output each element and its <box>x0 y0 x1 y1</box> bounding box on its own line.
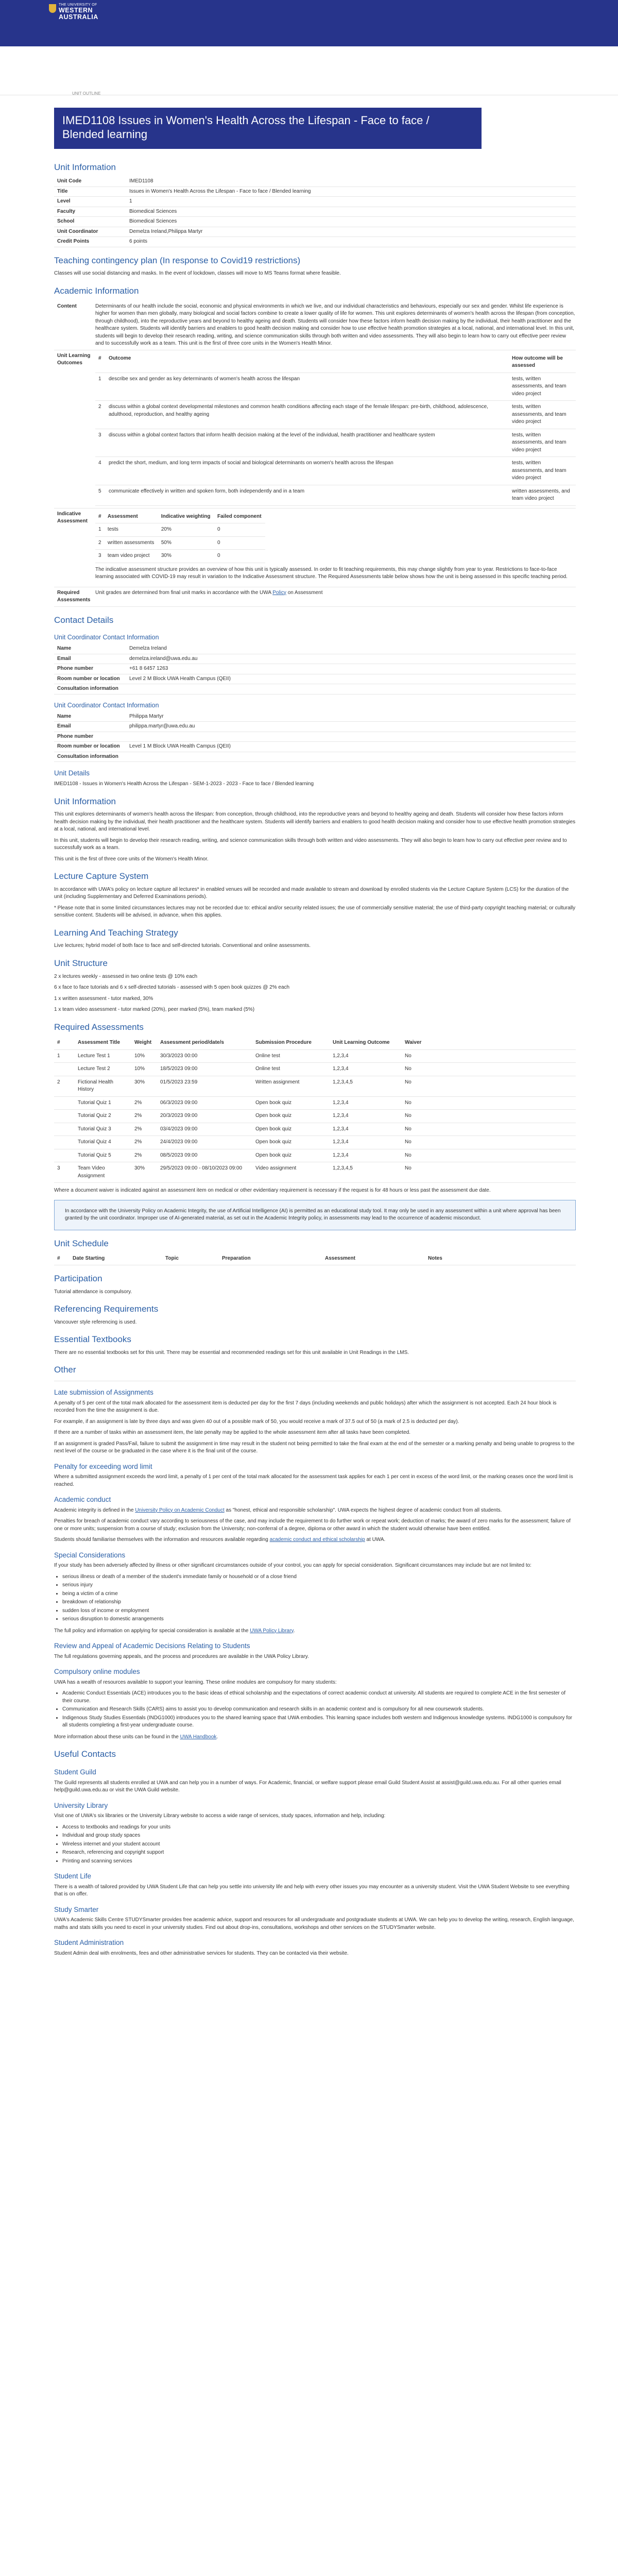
contingency-text: Classes will use social distancing and masks. In the event of lockdown, classes will move to MS Teams format where feasible. <box>54 270 341 277</box>
assessment-waiver: No <box>402 1096 576 1110</box>
contact-label: Email <box>54 654 126 664</box>
indicative-name: team video project <box>105 550 158 563</box>
unit-structure-item: 1 x written assessment - tutor marked, 30% <box>54 995 153 1002</box>
assessment-waiver: No <box>402 1063 576 1076</box>
modules-list <box>62 1690 576 1730</box>
unit-title-banner <box>54 108 482 149</box>
logo-name-text: WESTERN AUSTRALIA <box>59 7 98 21</box>
table-row <box>54 1136 576 1149</box>
unit-details-heading: Unit Details <box>54 769 90 777</box>
policy-link[interactable]: Policy <box>272 589 286 596</box>
table-row <box>54 1149 576 1162</box>
assessment-waiver: No <box>402 1136 576 1149</box>
list-item: • Printing and scanning services <box>62 1858 576 1866</box>
study-smarter-text: UWA's Academic Skills Centre STUDYSmarter provides free academic advice, support and resources for all undergraduate and postgraduate students at UWA. We can help you to develop the writing, research, English language, maths and stats skills you need to excel in your university studies. Find out about drop-ins, consultations, workshops and other services on the STUDYSmarter website. <box>54 1917 574 1930</box>
info-value: 1 <box>126 197 576 207</box>
uc-contact-heading-1: Unit Coordinator Contact Information <box>54 634 159 641</box>
unit-details-text: IMED1108 - Issues in Women's Health Across the Lifespan - SEM-1-2023 - 2023 - Face to face / Blended learning <box>54 781 314 787</box>
assessment-proc: Online test <box>252 1049 330 1063</box>
library-intro: Visit one of UWA's six libraries or the University Library website to access a wide range of services, study spaces, information and help, including: <box>54 1813 386 1819</box>
assessment-weight: 2% <box>131 1149 157 1162</box>
crest-icon <box>49 4 56 13</box>
info-label: Faculty <box>54 207 126 217</box>
assessment-weight: 2% <box>131 1110 157 1123</box>
table-row <box>54 1063 576 1076</box>
academic-conduct-policy-link[interactable]: University Policy on Academic Conduct <box>135 1507 225 1513</box>
info-row <box>54 187 576 197</box>
info-value: Demelza Ireland,Philippa Martyr <box>126 227 576 237</box>
late-paragraph: For example, if an assignment is late by three days and was given 40 out of a possible mark of 50, you would receive a mark of 37.5 out of 50 (a mark of 2.5 is deducted per day). <box>54 1418 459 1425</box>
required-assessments-row: Required Assessments Unit grades are determined from final unit marks in accordance with the UWA Policy on Assessment <box>54 587 576 607</box>
outcome-row <box>95 372 576 401</box>
contact-row <box>54 664 576 674</box>
contact-value: Demelza Ireland <box>126 644 576 654</box>
outcome-text: predict the short, medium, and long term impacts of social and biological determinants on women's health across the lifespan <box>106 457 509 485</box>
outcome-num: 5 <box>95 485 106 505</box>
indicative-num: 3 <box>95 550 105 563</box>
outcome-num: 2 <box>95 401 106 429</box>
col-outcome: Outcome <box>106 352 509 373</box>
appeals-text: The full regulations governing appeals, and the process and procedures are available in the UWA Policy Library. <box>54 1653 309 1659</box>
list-item: • Access to textbooks and readings for your units <box>62 1824 576 1832</box>
outcome-assessed: tests, written assessments, and team video project <box>509 457 576 485</box>
unit-info-paragraph: This unit is the first of three core units of the Women's Health Minor. <box>54 856 209 862</box>
conduct-penalties: Penalties for breach of academic conduct vary according to seriousness of the case, and may include the requirement to do further work or repeat work; deduction of marks; the award of zero marks for the assessment; failure of one or more units; suspension from a course of study; exclusion from the University; non-conferral of a degree, diploma or other award in which the student would otherwise have been entitled. <box>54 1518 571 1532</box>
indicative-note: The indicative assessment structure provides an overview of how this unit is typically assessed. In order to fit teaching requirements, this may change slightly from year to year. Restrictions to face-to-face learning associated with COVID-19 may result in variation to the Indicative Assessment structure. The Required Assessments table below shows how the unit is being assessed in this specific teaching period. <box>95 566 568 580</box>
content-row <box>54 301 576 350</box>
list-item: • Research, referencing and copyright support <box>62 1849 576 1857</box>
info-label: Unit Coordinator <box>54 227 126 237</box>
unit-information-2-heading: Unit Information <box>54 796 116 806</box>
unit-structure-heading: Unit Structure <box>54 958 108 968</box>
contact-value <box>126 684 576 694</box>
assessment-title: Fictional Health History <box>75 1076 131 1096</box>
contact-row <box>54 732 576 742</box>
contact-row <box>54 752 576 762</box>
contact-label: Name <box>54 712 126 722</box>
required-assessments-heading: Required Assessments <box>54 1022 144 1032</box>
content-label: Content <box>57 303 77 309</box>
special-list <box>62 1573 576 1623</box>
textbooks-heading: Essential Textbooks <box>54 1334 131 1345</box>
assessment-proc: Open book quiz <box>252 1136 330 1149</box>
participation-text: Tutorial attendance is compulsory. <box>54 1289 132 1295</box>
assessment-date: 30/3/2023 00:00 <box>157 1049 252 1063</box>
assessment-ulo: 1,2,3,4 <box>330 1136 402 1149</box>
learning-outcomes-label: Unit Learning Outcomes <box>57 352 91 366</box>
info-label: Title <box>54 187 126 197</box>
contact-label: Email <box>54 722 126 732</box>
contact-row <box>54 674 576 684</box>
student-life-heading: Student Life <box>54 1872 92 1880</box>
list-item: • sudden loss of income or employment <box>62 1607 576 1615</box>
late-submission-heading: Late submission of Assignments <box>54 1388 153 1396</box>
contact-details-heading: Contact Details <box>54 615 114 625</box>
top-header-bar <box>0 0 618 46</box>
assessment-weight: 2% <box>131 1136 157 1149</box>
list-item: • serious disruption to domestic arrangements <box>62 1616 576 1623</box>
outcome-row <box>95 429 576 457</box>
contact-label: Consultation information <box>54 752 126 762</box>
contact-value: demelza.ireland@uwa.edu.au <box>126 654 576 664</box>
indicative-failed: 0 <box>214 523 265 537</box>
info-row <box>54 207 576 217</box>
library-list <box>62 1824 576 1866</box>
assessment-proc: Open book quiz <box>252 1123 330 1136</box>
outcome-num: 3 <box>95 429 106 457</box>
assessment-title: Tutorial Quiz 3 <box>75 1123 131 1136</box>
late-paragraph: A penalty of 5 per cent of the total mark allocated for the assessment item is deducted per day for the first 7 days (including weekends and public holidays) after which the assignment is not accepted. Each 24 hour block is recorded from the time the assignment is due. <box>54 1400 557 1413</box>
modules-intro: UWA has a wealth of resources available to support your learning. These online modules are compulsory for many students: <box>54 1679 337 1685</box>
col-weighting: Indicative weighting <box>158 511 214 523</box>
main-content: Unit Information Unit Code IMED1108 Title Issues in Women's Health Across the Lifespan - Face to face / Blended learning Level 1 Faculty Biomedical Sciences School Biomedical Sciences Unit Coordinator Demelza Ireland,Philippa Martyr Credit Points 6 points Teaching contingency plan (In response to Covid19 restrictions) Classes will use social distancing and masks. In the event of lockdown, classes will move to MS Teams format where feasible. Academic Information Content Determinants of our health include the social, economic and physical environments in which we live, and our individual characteristics and behaviours, especially our sex and gender. Whilst life experience is higher for women than men globally, many biological and social factors combine to create a lower quality of life for women. This unit explores determinants of women's health across the lifespan (from conception, through childhood), into the reproductive years and beyond to healthy ageing and death. Students will consider how these factors inform health decision making by the individual, their health practitioner and the healthcare system. Students will identify barriers and enablers to good health decision making and consider how to use effective health promotion strategies at a local, national, and international level. In this unit, students will begin to develop their research reading, writing, and science communication skills through both written and video assessments. They will also begin to learn how to carry out effective peer review and to successfully work as a team. This unit is the first of three core units in the Women's Health Minor. Unit Learning Outcomes # Outcome How outcome will be assessed 1 describe sex and gender as key determinants of women's health across the lifespan tests, written assessments, and team video project 2 discuss within a global context developmental milestones and common health conditions affecting each stage of the female lifespan: pre-birth, childhood, adolescence, adulthood, reproduction, and healthy ageing tests, written assessments, and team video project 3 discuss within a global context factors that inform health decision making at the level of the individual, health practitioner and healthcare system tests, written assessments, and team video project 4 predict the short, medium, and long term impacts of social and biological determinants on women's health across the lifespan tests, written assessments, and team video project 5 communicate effectively in written and spoken form, both independently and in a team written assessments, and team video project Indicative Assessment # Assessment Indicative weighting Failed component 1 tests 20% 0 2 written assessments 50% 0 3 team video project 30% 0 The indicative assessment structure provides an overview of how this unit is typically assessed. In order to fit teaching requirements, this may change slightly from year to year. Restrictions to face-to-face learning associated with COVID-19 may result in variation to the Indicative Assessment structure. The Required Assessments table below shows how the unit is being assessed in this specific teaching period. Required Assessments Unit grades are determined from final unit marks in accordance with the UWA Policy on Assessment Contact Details Unit Coordinator Contact Information Name Demelza Ireland Email demelza.ireland@uwa.edu.au Phone number +61 8 6457 1263 Room number or location Level 2 M Block UWA Health Campus (QEII) Consultation information Unit Coordinator Contact Information Name Philippa Martyr Email philippa.martyr@uwa.edu.au Phone number Room number or location Level 1 M Block UWA Health Campus (QEII) Consultation information Unit Details IMED1108 - Issues in Women's Health Across the Lifespan - SEM-1-2023 - 2023 - Face to face / Blended learning Unit Information This unit explores determinants of women's health across the lifespan: from conception, through childhood, into the reproductive years and beyond to healthy ageing and death. Students will consider how these factors inform health decision making by the individual, their health practitioner and the healthcare system. Students will identify barriers and enablers to good health decision making and consider how to use effective health promotion strategies at a local, national, and international level. In this unit, students will begin to develop their research reading, writing, and science communication skills through both written and video assessments. They will also begin to learn how to carry out effective peer review and to successfully work as a team. This unit is the first of three core units of the Women's Health Minor. Lecture Capture System In accordance with UWA's policy on lecture capture all lectures* in enabled venues will be recorded and made available to stream and download by enrolled students via the Lecture Capture System (LCS) for the duration of the unit (including Supplementary and Deferred Examinations periods). * Please note that in some limited circumstances lectures may not be recorded due to: ethical and/or security related issues; the use of commercially sensitive material; the use of third-party copyright teaching material; or culturally sensitive content. Students will be advised, in advance, when this applies. Learning And Teaching Strategy Live lectures; hybrid model of both face to face and self-directed tutorials. Conventional and online assessments. Unit Structure 2 x lectures weekly - assessed in two online tests @ 10% each 6 x face to face tutorials and 6 x self-directed tutorials - assessed with 5 open book quizzes @ 2% each 1 x written assessment - tutor marked, 30% 1 x team video assessment - tutor marked (20%), peer marked (5%), team marked (5%) Required Assessments # Assessment Title Weight Assessment period/date/s Submission Procedure Unit Learning Outcome Waiver 1 Lecture Test 1 10% 30/3/2023 00:00 Online test 1,2,3,4 No Lecture Test 2 10% 18/5/2023 09:00 Online test 1,2,3,4 No 2 Fictional Health History 30% 01/5/2023 23:59 Written assignment 1,2,3,4,5 No Tutorial Quiz 1 2% 06/3/2023 09:00 Open book quiz 1,2,3,4 No Tutorial Quiz 2 2% 20/3/2023 09:00 Open book quiz 1,2,3,4 No Tutorial Quiz 3 2% 03/4/2023 09:00 Open book quiz 1,2,3,4 No Tutorial Quiz 4 2% 24/4/2023 09:00 Open book quiz 1,2,3,4 No Tutorial Quiz 5 2% 08/5/2023 09:00 Open book quiz 1,2,3,4 No 3 Team Video Assignment 30% 29/5/2023 09:00 - 08/10/2023 09:00 Video assignment 1,2,3,4,5 No Where a document waiver is indicated against an assessment item on medical or other evidentiary requirement is necessary if the request is for 48 hours or less past the assessment due date. In accordance with the University Policy on Academic Integrity, the use of Artificial Intelligence (AI) is permitted as an educational study tool. It may only be used in any assessment within a unit where approval has been granted by the unit coordinator. Improper use of AI-generated material, as set out in the Academic Integrity policy, in assessments may lead to the occurrence of academic misconduct. Unit Schedule # Date Starting Topic Preparation Assessment Notes Participation Tutorial attendance is compulsory. Referencing Requirements Vancouver style referencing is used. Essential Textbooks There are no essential textbooks set for this unit. There may be essential and recommended readings set for this unit available in Unit Readings in the LMS. Other Late submission of Assignments A penalty of 5 per cent of the total mark allocated for the assessment item is deducted per day for the first 7 days (including weekends and public holidays) after which the assignment is not accepted. Each 24 hour block is recorded from the time the assignment is due. For example, if an assignment is late by three days and was given 40 out of a possible mark of 50, you would receive a mark of 37.5 out of 50 (a mark of 2.5 is deducted per day). If there are a number of tasks within an assessment item, the late penalty may be applied to the whole assessment item after all tasks have been completed. If an assignment is graded Pass/Fail, failure to submit the assignment in time may result in the student not being permitted to take the final exam at the end of the semester or a marking penalty and being unable to progress to the next level of the course or be graduated in the case where it is the final unit of the course. Penalty for exceeding word limit Where a submitted assignment exceeds the word limit, a penalty of 1 per cent of the total mark allocated for the assessment task applies for each 1 per cent in excess of the word limit, or the marking ceases once the word limit is reached. Academic conduct Academic integrity is defined in the University Policy on Academic Conduct as "honest, ethical and responsible scholarship". UWA expects the highest degree of academic conduct from all students. Penalties for breach of academic conduct vary according to seriousness of the case, and may include the requirement to do further work or repeat work; deduction of marks; the award of zero marks for the assessment; failure of one or more units; suspension from a course of study; exclusion from the University; non-conferral of a degree, diploma or other award in which the student would otherwise have been entitled. Students should familiarise themselves with the information and resources available regarding academic conduct and ethical scholarship at UWA. Special Considerations If your study has been adversely affected by illness or other significant circumstances outside of your control, you can apply for special consideration. Significant circumstances may include but are not limited to: • serious illness or death of a member of the student's immediate family or household or of a close friend • serious injury • being a victim of a crime • breakdown of relationship • sudden loss of income or employment • serious disruption to domestic arrangements The full policy and information on applying for special consideration is available at the UWA Policy Library. Review and Appeal of Academic Decisions Relating to Students The full regulations governing appeals, and the process and procedures are available in the UWA Policy Library. Compulsory online modules UWA has a wealth of resources available to support your learning. These online modules are compulsory for many students: • Academic Conduct Essentials (ACE) introduces you to the basic ideas of ethical scholarship and the expectations of correct academic conduct at university. All students are required to complete ACE in the first semester of their course. • Communication and Research Skills (CARS) aims to assist you to develop communication and research skills in an academic context and is compulsory for all new coursework students. • Indigenous Study Studies Essentials (INDG1000) introduces you to the shared learning space that UWA embodies. This learning space includes both western and Indigenous knowledge systems. INDG1000 is compulsory for all students completing a first-year undergraduate course. More information about these units can be found in the UWA Handbook. Useful Contacts Student Guild The Guild represents all students enrolled at UWA and can help you in a number of ways. For Academic, financial, or welfare support please email Guild Student Assist at assist@guild.uwa.edu.au. For all other queries email help@guild.uwa.edu.au or visit the UWA Guild website. University Library Visit one of UWA's six libraries or the University Library website to access a wide range of services, study spaces, information and help, including: • Access to textbooks and readings for your units • Individual and group study spaces • Wireless internet and your student account • Research, referencing and copyright support • Printing and scanning services Student Life There is a wealth of tailored provided by UWA Student Life that can help you settle into university life and help with every other issues you may encounter as a university student. Visit the UWA Student Website to see everything that is on offer. Study Smarter UWA's Academic Skills Centre STUDYSmarter provides free academic advice, support and resources for all undergraduate and postgraduate students at UWA. We can help you to develop the writing, research, English language, maths and stats skills you need to excel in your university studies. Find out about drop-ins, consultations, workshops and other services on the STUDYSmarter website. Student Administration Student Admin deal with enrolments, fees and other administrative services for students. They can be contacted via their website. <box>54 149 576 1958</box>
useful-contacts-heading: Useful Contacts <box>54 1749 116 1759</box>
table-row <box>54 1162 576 1183</box>
outcome-assessed: written assessments, and team video project <box>509 485 576 505</box>
unit-info-paragraph: This unit explores determinants of women's health across the lifespan: from conception, through childhood, into the reproductive years and beyond to healthy ageing and death. Students will consider how these factors inform health decision making by the individual, their health practitioner and the healthcare system. Students will identify barriers and enablers to good health decision making and consider how to use effective health promotion strategies at a local, national, and international level. <box>54 811 576 833</box>
page-title: IMED1108 Issues in Women's Health Across the Lifespan - Face to face / Blended learning <box>62 114 430 141</box>
unit-information-table <box>54 177 576 247</box>
indicative-num: 2 <box>95 536 105 550</box>
uc-contact-heading-2: Unit Coordinator Contact Information <box>54 701 159 709</box>
learning-outcomes-row <box>54 350 576 509</box>
contact-row <box>54 684 576 694</box>
late-paragraph: If an assignment is graded Pass/Fail, failure to submit the assignment in time may result in the student not being permitted to take the final exam at the end of the semester or a marking penalty and being unable to progress to the next level of the course or be graduated in the case where it is the final unit of the course. <box>54 1440 575 1454</box>
assessment-proc: Video assignment <box>252 1162 330 1183</box>
assessment-num <box>54 1063 75 1076</box>
student-guild-heading: Student Guild <box>54 1768 96 1776</box>
breadcrumb[interactable]: UNIT OUTLINE <box>72 91 101 96</box>
info-row <box>54 177 576 187</box>
required-assessments-table: # Assessment Title Weight Assessment period/date/s Submission Procedure Unit Learning Outcome Waiver 1 Lecture Test 1 10% 30/3/2023 00:00 Online test 1,2,3,4 No Lecture Test 2 10% 18/5/2023 09:00 Online test 1,2,3,4 No 2 Fictional Health History 30% 01/5/2023 23:59 Written assignment 1,2,3,4,5 No Tutorial Quiz 1 2% 06/3/2023 09:00 Open book quiz 1,2,3,4 No Tutorial Quiz 2 2% 20/3/2023 09:00 Open book quiz 1,2,3,4 No Tutorial Quiz 3 2% 03/4/2023 09:00 Open book quiz 1,2,3,4 No Tutorial Quiz 4 2% 24/4/2023 09:00 Open book quiz 1,2,3,4 No Tutorial Quiz 5 2% 08/5/2023 09:00 Open book quiz 1,2,3,4 No 3 Team Video Assignment 30% 29/5/2023 09:00 - 08/10/2023 09:00 Video assignment 1,2,3,4,5 No <box>54 1037 576 1183</box>
assessment-weight: 2% <box>131 1096 157 1110</box>
unit-structure-item: 6 x face to face tutorials and 6 x self-directed tutorials - assessed with 5 open book quizzes @ 2% each <box>54 985 290 991</box>
student-guild-text: The Guild represents all students enrolled at UWA and can help you in a number of ways. For Academic, financial, or welfare support please email Guild Student Assist at assist@guild.uwa.edu.au. For all other queries email help@guild.uwa.edu.au or visit the UWA Guild website. <box>54 1780 561 1793</box>
assessment-date: 01/5/2023 23:59 <box>157 1076 252 1096</box>
assessment-ulo: 1,2,3,4 <box>330 1123 402 1136</box>
list-item: • Individual and group study spaces <box>62 1832 576 1840</box>
indicative-name: tests <box>105 523 158 537</box>
sub-navigation <box>0 46 618 95</box>
required-label: Required Assessments <box>57 589 91 603</box>
assessment-waiver: No <box>402 1049 576 1063</box>
coordinator-2-table <box>54 712 576 762</box>
info-value: 6 points <box>126 237 576 247</box>
contact-row <box>54 742 576 752</box>
outcome-text: communicate effectively in written and spoken form, both independently and in a team <box>106 485 509 505</box>
list-item: • Academic Conduct Essentials (ACE) introduces you to the basic ideas of ethical scholarship and the expectations of correct academic conduct at university. All students are required to complete ACE in the first semester of their course. <box>62 1690 576 1705</box>
contact-label: Room number or location <box>54 742 126 752</box>
col-num: # <box>95 511 105 523</box>
assessment-waiver: No <box>402 1110 576 1123</box>
assessment-proc: Online test <box>252 1063 330 1076</box>
outcome-text: describe sex and gender as key determinants of women's health across the lifespan <box>106 372 509 401</box>
indicative-failed: 0 <box>214 536 265 550</box>
assessment-ulo: 1,2,3,4 <box>330 1110 402 1123</box>
info-row <box>54 227 576 237</box>
indicative-row <box>95 523 265 537</box>
contact-value <box>126 752 576 762</box>
list-item: • being a victim of a crime <box>62 1590 576 1598</box>
assessment-date: 24/4/2023 09:00 <box>157 1136 252 1149</box>
indicative-table <box>95 511 265 563</box>
info-row <box>54 217 576 227</box>
textbooks-text: There are no essential textbooks set for this unit. There may be essential and recommended readings set for this unit available in Unit Readings in the LMS. <box>54 1349 409 1355</box>
assessment-title: Tutorial Quiz 5 <box>75 1149 131 1162</box>
table-row <box>54 1076 576 1096</box>
assessment-title: Tutorial Quiz 4 <box>75 1136 131 1149</box>
info-label: Level <box>54 197 126 207</box>
contact-value: Philippa Martyr <box>126 712 576 722</box>
word-limit-text: Where a submitted assignment exceeds the word limit, a penalty of 1 per cent of the total mark allocated for the assessment task applies for each 1 per cent in excess of the word limit, or the marking ceases once the word limit is reached. <box>54 1474 573 1487</box>
info-label: Credit Points <box>54 237 126 247</box>
outcome-num: 4 <box>95 457 106 485</box>
assessment-date: 20/3/2023 09:00 <box>157 1110 252 1123</box>
col-assessment: Assessment <box>105 511 158 523</box>
assessment-title: Tutorial Quiz 1 <box>75 1096 131 1110</box>
contact-row <box>54 654 576 664</box>
assessment-ulo: 1,2,3,4 <box>330 1063 402 1076</box>
list-item: • serious injury <box>62 1582 576 1589</box>
contact-row <box>54 712 576 722</box>
assessment-waiver: No <box>402 1149 576 1162</box>
assessment-waiver: No <box>402 1123 576 1136</box>
waiver-note: Where a document waiver is indicated against an assessment item on medical or other evidentiary requirement is necessary if the request is for 48 hours or less past the assessment due date. <box>54 1188 491 1194</box>
indicative-weight: 20% <box>158 523 214 537</box>
contact-row <box>54 722 576 732</box>
special-considerations-heading: Special Considerations <box>54 1551 126 1559</box>
unit-structure-item: 2 x lectures weekly - assessed in two online tests @ 10% each <box>54 973 198 979</box>
contact-value: +61 8 6457 1263 <box>126 664 576 674</box>
indicative-num: 1 <box>95 523 105 537</box>
contact-label: Room number or location <box>54 674 126 684</box>
special-intro: If your study has been adversely affected by illness or other significant circumstances outside of your control, you can apply for special consideration. Significant circumstances may include but are not limited to: <box>54 1563 531 1569</box>
assessment-ulo: 1,2,3,4 <box>330 1149 402 1162</box>
indicative-name: written assessments <box>105 536 158 550</box>
info-value: IMED1108 <box>126 177 576 187</box>
assessment-weight: 2% <box>131 1123 157 1136</box>
indicative-label: Indicative Assessment <box>57 511 88 524</box>
assessment-title: Lecture Test 1 <box>75 1049 131 1063</box>
contact-row <box>54 644 576 654</box>
policy-library-link[interactable]: UWA Policy Library <box>250 1628 294 1634</box>
list-item: • serious illness or death of a member of the student's immediate family or household or of a close friend <box>62 1573 576 1581</box>
unit-information-heading: Unit Information <box>54 162 116 172</box>
info-value: Issues in Women's Health Across the Lifespan - Face to face / Blended learning <box>126 187 576 197</box>
assessment-weight: 30% <box>131 1162 157 1183</box>
other-heading: Other <box>54 1365 76 1375</box>
assessment-date: 06/3/2023 09:00 <box>157 1096 252 1110</box>
list-item: • breakdown of relationship <box>62 1599 576 1606</box>
assessment-title: Tutorial Quiz 2 <box>75 1110 131 1123</box>
assessment-ulo: 1,2,3,4 <box>330 1096 402 1110</box>
lecture-capture-heading: Lecture Capture System <box>54 871 149 882</box>
assessment-weight: 10% <box>131 1063 157 1076</box>
assessment-date: 29/5/2023 09:00 - 08/10/2023 09:00 <box>157 1162 252 1183</box>
assessment-weight: 10% <box>131 1049 157 1063</box>
table-row <box>54 1096 576 1110</box>
contact-label: Name <box>54 644 126 654</box>
info-row <box>54 197 576 207</box>
assessment-ulo: 1,2,3,4,5 <box>330 1076 402 1096</box>
student-admin-text: Student Admin deal with enrolments, fees and other administrative services for students. They can be contacted via their website. <box>54 1950 349 1956</box>
outcome-assessed: tests, written assessments, and team video project <box>509 372 576 401</box>
contact-value: philippa.martyr@uwa.edu.au <box>126 722 576 732</box>
info-row <box>54 237 576 247</box>
student-life-text: There is a wealth of tailored provided by UWA Student Life that can help you settle into university life and help with every other issues you may encounter as a university student. Visit the UWA Student Website to see everything that is on offer. <box>54 1884 570 1897</box>
unit-structure-item: 1 x team video assessment - tutor marked (20%), peer marked (5%), team marked (5%) <box>54 1007 255 1013</box>
assessment-num <box>54 1149 75 1162</box>
info-value: Biomedical Sciences <box>126 207 576 217</box>
assessment-num <box>54 1123 75 1136</box>
assessment-num: 1 <box>54 1049 75 1063</box>
info-label: School <box>54 217 126 227</box>
learning-strategy-heading: Learning And Teaching Strategy <box>54 927 178 938</box>
assessment-num <box>54 1110 75 1123</box>
assessment-num: 2 <box>54 1076 75 1096</box>
col-num: # <box>95 352 106 373</box>
indicative-row <box>95 550 265 563</box>
outcome-assessed: tests, written assessments, and team video project <box>509 429 576 457</box>
unit-schedule-table: # Date Starting Topic Preparation Assessment Notes <box>54 1253 576 1265</box>
assessment-proc: Open book quiz <box>252 1110 330 1123</box>
referencing-heading: Referencing Requirements <box>54 1304 159 1314</box>
outcome-assessed: tests, written assessments, and team video project <box>509 401 576 429</box>
outcome-num: 1 <box>95 372 106 401</box>
assessment-date: 18/5/2023 09:00 <box>157 1063 252 1076</box>
ai-policy-notice: In accordance with the University Policy on Academic Integrity, the use of Artificial Intelligence (AI) is permitted as an educational study tool. It may only be used in any assessment within a unit where approval has been granted by the unit coordinator. Improper use of AI-generated material, as set out in the Academic Integrity policy, in assessments may lead to the occurrence of academic misconduct. <box>54 1200 576 1230</box>
participation-heading: Participation <box>54 1273 102 1283</box>
learning-outcomes-table <box>95 352 576 506</box>
contact-value: Level 2 M Block UWA Health Campus (QEII) <box>126 674 576 684</box>
assessment-date: 03/4/2023 09:00 <box>157 1123 252 1136</box>
unit-info-paragraph: In this unit, students will begin to develop their research reading, writing, and science communication skills through both written and video assessments. They will also begin to learn how to carry out effective peer review and to successfully work as a team. <box>54 837 567 851</box>
indicative-row <box>95 536 265 550</box>
study-smarter-heading: Study Smarter <box>54 1905 99 1913</box>
contact-value <box>126 732 576 742</box>
assessment-date: 08/5/2023 09:00 <box>157 1149 252 1162</box>
assessment-num <box>54 1136 75 1149</box>
col-failed: Failed component <box>214 511 265 523</box>
academic-information-heading: Academic Information <box>54 285 139 296</box>
outcome-row <box>95 401 576 429</box>
contact-label: Phone number <box>54 732 126 742</box>
contact-value: Level 1 M Block UWA Health Campus (QEII) <box>126 742 576 752</box>
outcome-row <box>95 457 576 485</box>
assessment-title: Lecture Test 2 <box>75 1063 131 1076</box>
lecture-capture-note: * Please note that in some limited circumstances lectures may not be recorded due to: ethical and/or security related issues; the use of commercially sensitive material; the use of third-party copyright teaching material; or culturally sensitive content. Students will be advised, in advance, when this applies. <box>54 905 576 919</box>
outcome-row <box>95 485 576 505</box>
indicative-failed: 0 <box>214 550 265 563</box>
assessment-waiver: No <box>402 1162 576 1183</box>
late-paragraph: If there are a number of tasks within an assessment item, the late penalty may be applied to the whole assessment item after all tasks have been completed. <box>54 1430 411 1435</box>
assessment-ulo: 1,2,3,4,5 <box>330 1162 402 1183</box>
contact-label: Consultation information <box>54 684 126 694</box>
handbook-link[interactable]: UWA Handbook <box>180 1734 217 1740</box>
student-admin-heading: Student Administration <box>54 1939 124 1947</box>
assessment-waiver: No <box>402 1076 576 1096</box>
info-label: Unit Code <box>54 177 126 187</box>
uwa-logo[interactable] <box>49 3 96 30</box>
ethical-scholarship-link[interactable]: academic conduct and ethical scholarship <box>269 1537 365 1543</box>
list-item: • Wireless internet and your student account <box>62 1841 576 1849</box>
list-item: • Indigenous Study Studies Essentials (INDG1000) introduces you to the shared learning space that UWA embodies. This learning space includes both western and Indigenous knowledge systems. INDG1000 is compulsory for all students completing a first-year undergraduate course. <box>62 1715 576 1730</box>
coordinator-1-table <box>54 644 576 694</box>
list-item: • Communication and Research Skills (CARS) aims to assist you to develop communication and research skills in an academic context and is compulsory for all new coursework students. <box>62 1706 576 1714</box>
indicative-weight: 30% <box>158 550 214 563</box>
assessment-proc: Written assignment <box>252 1076 330 1096</box>
info-value: Biomedical Sciences <box>126 217 576 227</box>
assessment-num <box>54 1096 75 1110</box>
outcome-text: discuss within a global context developmental milestones and common health conditions affecting each stage of the female lifespan: pre-birth, childhood, adolescence, adulthood, reproduction, and healthy ageing <box>106 401 509 429</box>
table-row <box>54 1110 576 1123</box>
outcome-text: discuss within a global context factors that inform health decision making at the level of the individual, health practitioner and healthcare system <box>106 429 509 457</box>
contingency-heading: Teaching contingency plan (In response to Covid19 restrictions) <box>54 255 301 265</box>
content-text: Determinants of our health include the social, economic and physical environments in which we live, and our individual characteristics and behaviours, especially our sex and gender. Whilst life experience is higher for women than men globally, many biological and social factors combine to create a lower quality of life for women. This unit explores determinants of women's health across the lifespan (from conception, through childhood), into the reproductive years and beyond to healthy ageing and death. Students will consider how these factors inform health decision making by the individual, their health practitioner and the healthcare system. Students will identify barriers and enablers to good health decision making and consider how to use effective health promotion strategies at a local, national, and international level. In this unit, students will begin to develop their research reading, writing, and science communication skills through both written and video assessments. They will also begin to learn how to carry out effective peer review and to successfully work as a team. This unit is the first of three core units in the Women's Health Minor. <box>95 303 575 347</box>
unit-schedule-heading: Unit Schedule <box>54 1238 109 1248</box>
assessment-proc: Open book quiz <box>252 1149 330 1162</box>
appeals-heading: Review and Appeal of Academic Decisions Relating to Students <box>54 1642 250 1650</box>
lecture-capture-text: In accordance with UWA's policy on lecture capture all lectures* in enabled venues will be recorded and made available to stream and download by enrolled students via the Lecture Capture System (LCS) for the duration of the unit (including Supplementary and Deferred Examinations periods). <box>54 886 569 900</box>
library-heading: University Library <box>54 1801 108 1809</box>
word-limit-heading: Penalty for exceeding word limit <box>54 1462 152 1470</box>
table-row <box>54 1123 576 1136</box>
assessment-proc: Open book quiz <box>252 1096 330 1110</box>
learning-strategy-text: Live lectures; hybrid model of both face to face and self-directed tutorials. Conventional and online assessments. <box>54 943 311 949</box>
indicative-assessment-row <box>54 509 576 587</box>
logo-top-text: THE UNIVERSITY OF <box>59 3 97 7</box>
assessment-weight: 30% <box>131 1076 157 1096</box>
assessment-num: 3 <box>54 1162 75 1183</box>
online-modules-heading: Compulsory online modules <box>54 1668 140 1676</box>
table-row <box>54 1049 576 1063</box>
referencing-text: Vancouver style referencing is used. <box>54 1319 137 1325</box>
academic-conduct-heading: Academic conduct <box>54 1496 111 1504</box>
assessment-title: Team Video Assignment <box>75 1162 131 1183</box>
col-assessed: How outcome will be assessed <box>509 352 576 373</box>
indicative-weight: 50% <box>158 536 214 550</box>
assessment-ulo: 1,2,3,4 <box>330 1049 402 1063</box>
contact-label: Phone number <box>54 664 126 674</box>
